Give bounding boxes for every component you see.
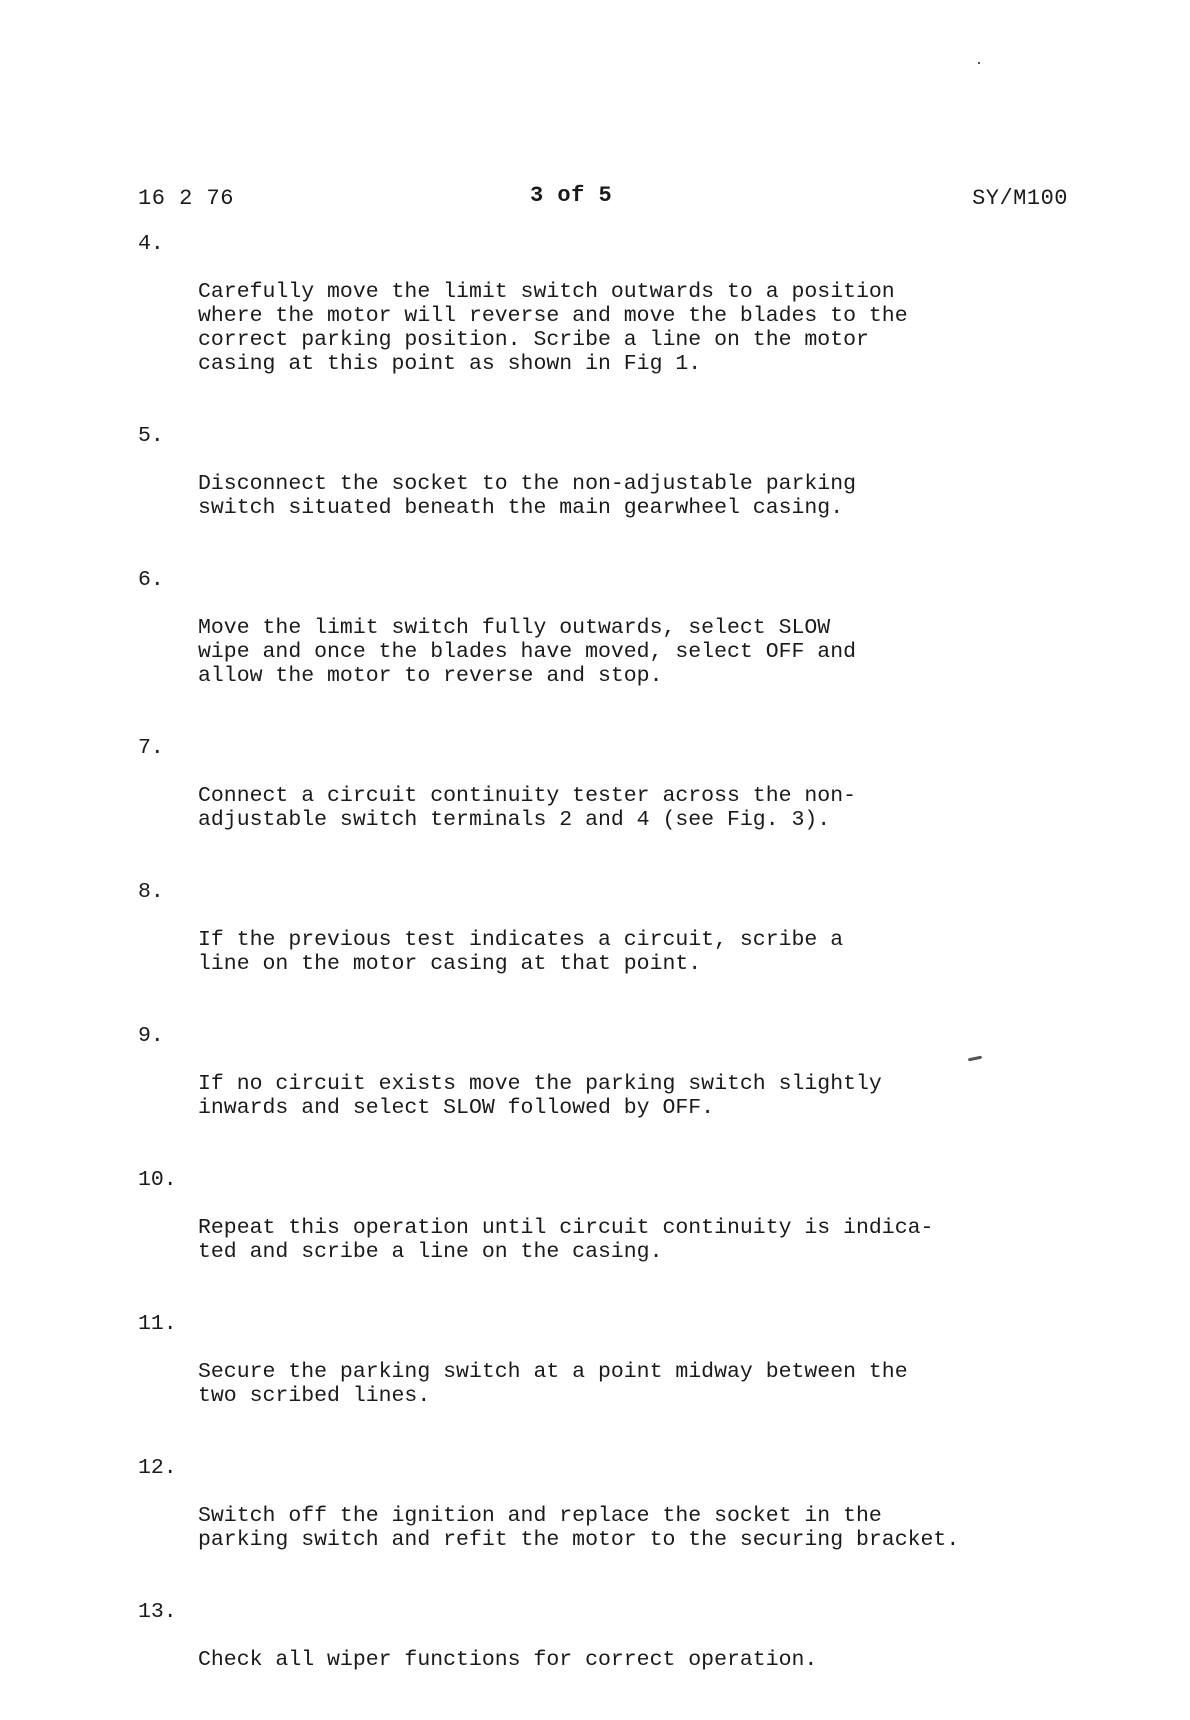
step-item [138, 568, 1068, 712]
step-item [138, 1024, 1068, 1144]
step-item [138, 232, 1068, 400]
header-date: 16 2 76 [138, 186, 234, 211]
step-number: 10. [138, 1168, 177, 1192]
header-reference: SY/M100 [972, 186, 1068, 211]
step-number: 4. [138, 232, 164, 256]
step-text: Disconnect the socket to the non-adjustable parking switch situated beneath the main gearwheel casing. [198, 472, 857, 520]
step-item [138, 736, 1068, 856]
step-item [138, 1312, 1068, 1432]
step-number: 9. [138, 1024, 164, 1048]
step-text: Carefully move the limit switch outwards to a position where the motor will reverse and move the blades to the correct parking position. Scribe a line on the motor casing at this point as shown in Fig 1. [198, 280, 908, 376]
header-page-indicator: 3 of 5 [530, 183, 613, 208]
step-item [138, 1456, 1068, 1576]
step-number: 13. [138, 1600, 177, 1624]
step-text: Secure the parking switch at a point midway between the two scribed lines. [198, 1360, 908, 1408]
step-text: Move the limit switch fully outwards, select SLOW wipe and once the blades have moved, select OFF and allow the motor to reverse and stop. [198, 616, 857, 688]
scan-speck [978, 62, 980, 64]
step-item [138, 880, 1068, 1000]
step-number: 5. [138, 424, 164, 448]
step-text: Connect a circuit continuity tester across the non- adjustable switch terminals 2 and 4 (see Fig. 3). [198, 784, 857, 832]
step-number: 12. [138, 1456, 177, 1480]
page-header [138, 183, 1068, 216]
step-text: Check all wiper functions for correct operation. [198, 1648, 818, 1672]
step-number: 7. [138, 736, 164, 760]
procedure-steps [138, 232, 1068, 1720]
step-text: Switch off the ignition and replace the socket in the parking switch and refit the motor to the securing bracket. [198, 1504, 960, 1552]
step-number: 8. [138, 880, 164, 904]
step-text: Repeat this operation until circuit continuity is indica- ted and scribe a line on the casing. [198, 1216, 934, 1264]
step-item [138, 424, 1068, 544]
step-number: 6. [138, 568, 164, 592]
step-number: 11. [138, 1312, 177, 1336]
step-item [138, 1600, 1068, 1696]
step-text: If the previous test indicates a circuit, scribe a line on the motor casing at that point. [198, 928, 844, 976]
step-item [138, 1168, 1068, 1288]
step-text: If no circuit exists move the parking switch slightly inwards and select SLOW followed by OFF. [198, 1072, 882, 1120]
